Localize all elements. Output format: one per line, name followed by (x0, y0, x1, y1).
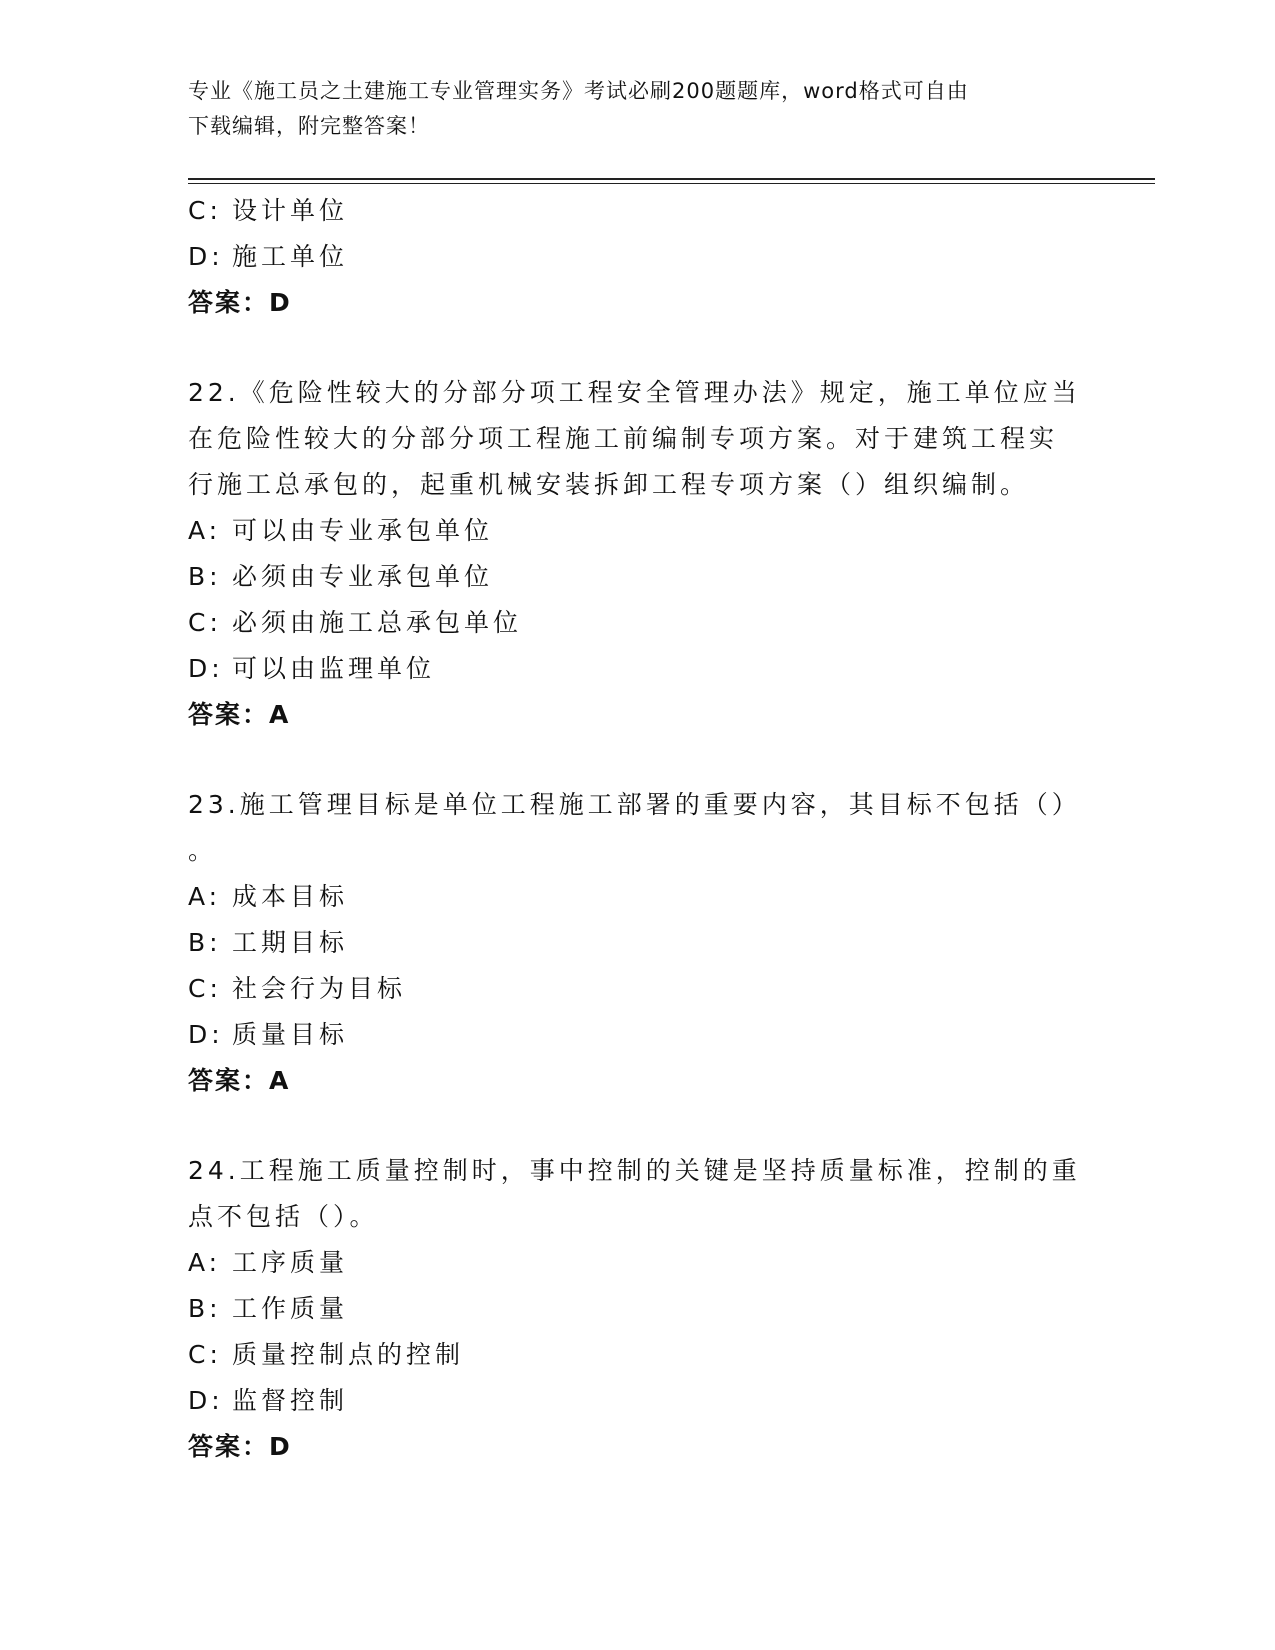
question-stem-line: 在危险性较大的分部分项工程施工前编制专项方案。对于建筑工程实 (188, 424, 1059, 453)
header-divider-thin (188, 183, 1155, 184)
option-c (188, 188, 1088, 234)
option-label: D: (188, 654, 224, 683)
header-line-1: 专业《施工员之土建施工专业管理实务》考试必刷200题题库，word格式可自由 (188, 79, 969, 103)
question-21-continued (188, 188, 1088, 326)
question-24 (188, 1148, 1088, 1470)
option-text: 工期目标 (232, 928, 349, 957)
option-c (188, 966, 1088, 1012)
header-divider-thick (188, 178, 1155, 180)
option-d (188, 234, 1088, 280)
option-b (188, 1286, 1088, 1332)
question-stem-line: 24.工程施工质量控制时，事中控制的关键是坚持质量标准，控制的重 (188, 1156, 1081, 1185)
option-label: C: (188, 1340, 222, 1369)
question-list (188, 188, 1088, 1470)
question-23 (188, 782, 1088, 1104)
option-text: 工作质量 (232, 1294, 349, 1323)
option-label: B: (188, 928, 222, 957)
option-text: 工序质量 (232, 1248, 349, 1277)
option-label: C: (188, 608, 222, 637)
option-label: C: (188, 196, 222, 225)
option-b (188, 920, 1088, 966)
question-stem-line: 。 (188, 836, 218, 865)
question-stem-line: 23.施工管理目标是单位工程施工部署的重要内容，其目标不包括（） (188, 790, 1081, 819)
option-a (188, 1240, 1088, 1286)
option-label: D: (188, 242, 224, 271)
option-text: 必须由专业承包单位 (232, 562, 494, 591)
document-header (188, 74, 1068, 144)
question-stem-line: 行施工总承包的，起重机械安装拆卸工程专项方案（）组织编制。 (188, 470, 1030, 499)
option-text: 可以由监理单位 (232, 654, 436, 683)
question-stem-line: 22.《危险性较大的分部分项工程安全管理办法》规定，施工单位应当 (188, 378, 1081, 407)
header-line-2: 下载编辑，附完整答案！ (188, 114, 430, 138)
option-b (188, 554, 1088, 600)
option-label: D: (188, 1020, 224, 1049)
option-a (188, 508, 1088, 554)
option-text: 质量目标 (232, 1020, 349, 1049)
option-text: 质量控制点的控制 (232, 1340, 465, 1369)
option-text: 必须由施工总承包单位 (232, 608, 523, 637)
option-text: 监督控制 (232, 1386, 349, 1415)
option-label: B: (188, 1294, 222, 1323)
option-label: A: (188, 516, 222, 545)
option-label: C: (188, 974, 222, 1003)
option-label: A: (188, 882, 222, 911)
answer-line: 答案：A (188, 700, 291, 729)
option-d (188, 1012, 1088, 1058)
option-d (188, 646, 1088, 692)
answer-line: 答案：D (188, 288, 292, 317)
option-text: 社会行为目标 (232, 974, 407, 1003)
option-label: A: (188, 1248, 222, 1277)
option-text: 成本目标 (232, 882, 349, 911)
question-stem-line: 点不包括（）。 (188, 1202, 379, 1231)
option-label: B: (188, 562, 222, 591)
option-text: 施工单位 (232, 242, 349, 271)
option-d (188, 1378, 1088, 1424)
option-a (188, 874, 1088, 920)
option-c (188, 600, 1088, 646)
answer-line: 答案：D (188, 1432, 292, 1461)
answer-line: 答案：A (188, 1066, 291, 1095)
option-text: 设计单位 (232, 196, 349, 225)
option-c (188, 1332, 1088, 1378)
option-label: D: (188, 1386, 224, 1415)
question-22 (188, 370, 1088, 738)
option-text: 可以由专业承包单位 (232, 516, 494, 545)
